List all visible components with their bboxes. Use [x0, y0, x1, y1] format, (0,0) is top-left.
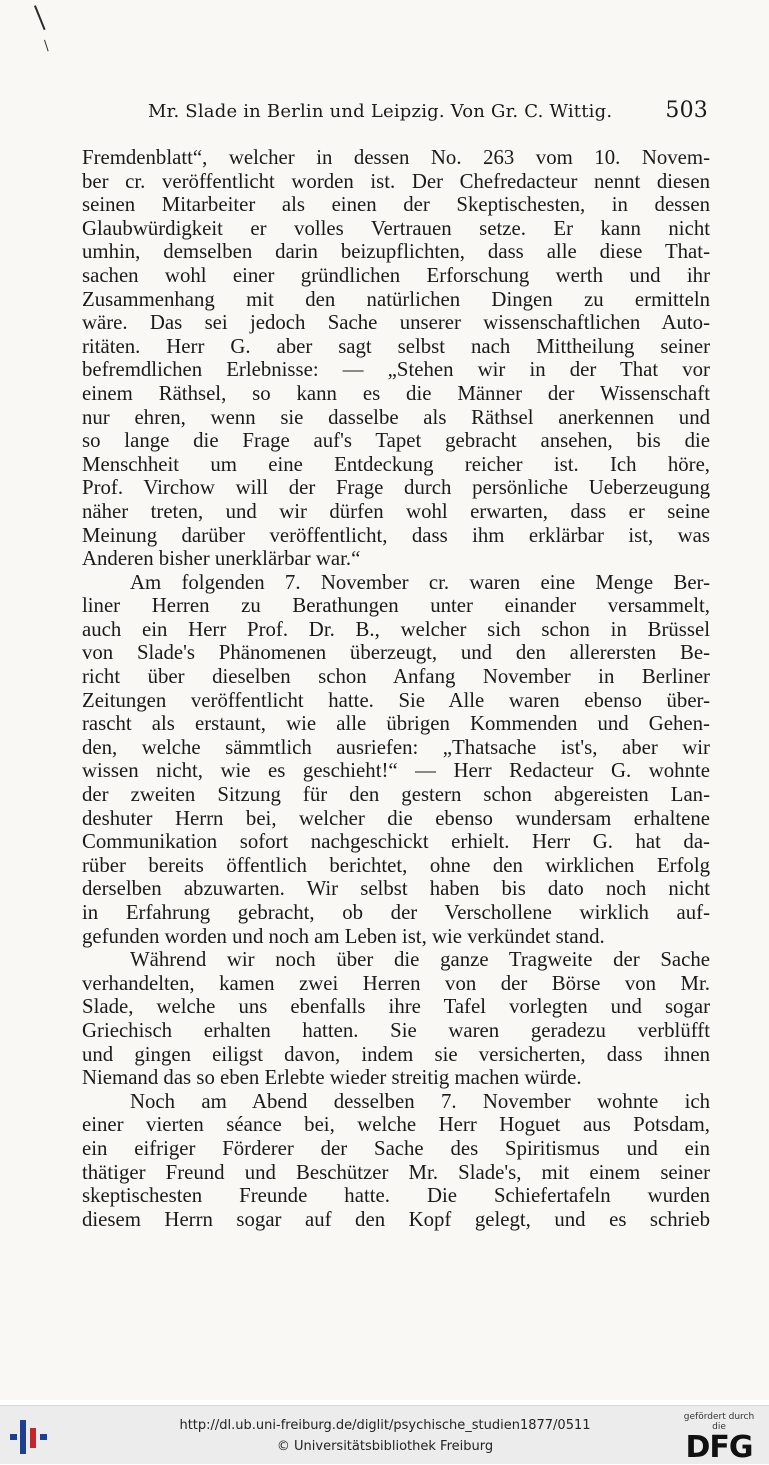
page-number: 503	[665, 98, 708, 123]
text-line: den, welche sämmtlich ausriefen: „Thatsache ist's, aber wir	[82, 735, 710, 759]
text-line: so lange die Frage auf's Tapet gebracht ansehen, bis die	[82, 429, 710, 453]
text-line: befremdlichen Erlebnisse: — „Stehen wir in der That vor	[82, 358, 710, 382]
running-header-title: Mr. Slade in Berlin und Leipzig. Von Gr. C. Wittig.	[148, 101, 613, 122]
text-line: thätiger Freund und Beschützer Mr. Slade's, mit einem seiner	[82, 1160, 710, 1184]
text-line: ein eifriger Förderer der Sache des Spiritismus und ein	[82, 1136, 710, 1160]
dfg-block	[676, 1412, 762, 1465]
text-line: richt über dieselben schon Anfang November in Berliner	[82, 665, 710, 689]
footer-copyright: © Universitätsbibliothek Freiburg	[276, 1439, 494, 1454]
text-line: seinen Mitarbeiter als einen der Skeptischesten, in dessen	[82, 193, 710, 217]
footer-url-link[interactable]: http://dl.ub.uni-freiburg.de/diglit/psychische_studien1877/0511	[179, 1418, 591, 1433]
text-line: von Slade's Phänomenen überzeugt, und den allerersten Be-	[82, 641, 710, 665]
text-line: Am folgenden 7. November cr. waren eine Menge Ber-	[130, 570, 710, 594]
text-line: rascht als erstaunt, wie alle übrigen Kommenden und Gehen-	[82, 712, 710, 736]
text-line: sachen wohl einer gründlichen Erforschung werth und ihr	[82, 263, 710, 287]
text-line: Anderen bisher unerklärbar war.“	[82, 547, 361, 571]
text-line: Fremdenblatt“, welcher in dessen No. 263 vom 10. Novem-	[82, 146, 710, 169]
body-text	[82, 146, 710, 1231]
text-line: einer vierten séance bei, welche Herr Hoguet aus Potsdam,	[82, 1113, 710, 1137]
text-line: ber cr. veröffentlicht worden ist. Der Chefredacteur nennt diesen	[82, 169, 710, 193]
text-line: Prof. Virchow will der Frage durch persönliche Ueberzeugung	[82, 476, 710, 500]
text-line: nur ehren, wenn sie dasselbe als Räthsel anerkennen und	[82, 405, 710, 429]
dfg-caption: gefördert durch die	[683, 1412, 755, 1432]
dfg-logo: DFG	[685, 1430, 753, 1465]
text-line: Zusammenhang mit den natürlichen Dingen zu ermitteln	[82, 287, 710, 311]
text-line: umhin, demselben darin beizupflichten, dass alle diese That-	[82, 240, 710, 264]
text-line: verhandelten, kamen zwei Herren von der Börse von Mr.	[82, 971, 710, 995]
text-line: Meinung darüber veröffentlicht, dass ihm erklärbar ist, was	[82, 523, 710, 547]
running-header	[148, 98, 708, 123]
text-line: Griechisch erhalten hatten. Sie waren geradezu verblüfft	[82, 1018, 710, 1042]
text-line: Glaubwürdigkeit er volles Vertrauen setze. Er kann nicht	[82, 216, 710, 240]
text-line: in Erfahrung gebracht, ob der Verschollene wirklich auf-	[82, 901, 710, 924]
footer-bar	[0, 1405, 769, 1464]
ub-freiburg-logo-icon	[10, 1420, 50, 1454]
text-line: derselben abzuwarten. Wir selbst haben bis dato noch nicht	[82, 877, 710, 901]
text-line: diesem Herrn sogar auf den Kopf gelegt, und es schrieb	[82, 1207, 710, 1231]
text-line: einem Räthsel, so kann es die Männer der Wissenschaft	[82, 381, 710, 405]
text-line: Noch am Abend desselben 7. November wohnte ich	[130, 1089, 710, 1113]
text-line: Niemand das so eben Erlebte wieder streitig machen würde.	[82, 1066, 582, 1090]
text-line: liner Herren zu Berathungen unter einander versammelt,	[82, 594, 710, 618]
text-line: Menschheit um eine Entdeckung reicher ist. Ich höre,	[82, 452, 710, 476]
text-line: rüber bereits öffentlich berichtet, ohne den wirklichen Erfolg	[82, 853, 710, 877]
text-line: deshuter Herrn bei, welcher die ebenso wundersam erhaltene	[82, 806, 710, 830]
scan-artifact-mark	[34, 5, 46, 30]
text-line: der zweiten Sitzung für den gestern schon abgereisten Lan-	[82, 783, 710, 807]
text-line: skeptischesten Freunde hatte. Die Schiefertafeln wurden	[82, 1184, 710, 1208]
scan-artifact-mark	[44, 40, 49, 52]
text-line: und gingen eiligst davon, indem sie versicherten, dass ihnen	[82, 1042, 710, 1066]
text-line: Während wir noch über die ganze Tragweite der Sache	[130, 948, 710, 972]
text-line: gefunden worden und noch am Leben ist, wie verkündet stand.	[82, 924, 605, 948]
text-line: Slade, welche uns ebenfalls ihre Tafel vorlegten und sogar	[82, 995, 710, 1019]
text-line: wissen nicht, wie es geschieht!“ — Herr Redacteur G. wohnte	[82, 759, 710, 783]
text-line: ritäten. Herr G. aber sagt selbst nach Mittheilung seiner	[82, 334, 710, 358]
text-line: näher treten, und wir dürfen wohl erwarten, dass er seine	[82, 499, 710, 523]
text-line: auch ein Herr Prof. Dr. B., welcher sich schon in Brüssel	[82, 617, 710, 641]
text-line: Zeitungen veröffentlicht hatte. Sie Alle waren ebenso über-	[82, 688, 710, 712]
text-line: Communikation sofort nachgeschickt erhielt. Herr G. hat da-	[82, 830, 710, 854]
text-line: wäre. Das sei jedoch Sache unserer wissenschaftlichen Auto-	[82, 311, 710, 335]
